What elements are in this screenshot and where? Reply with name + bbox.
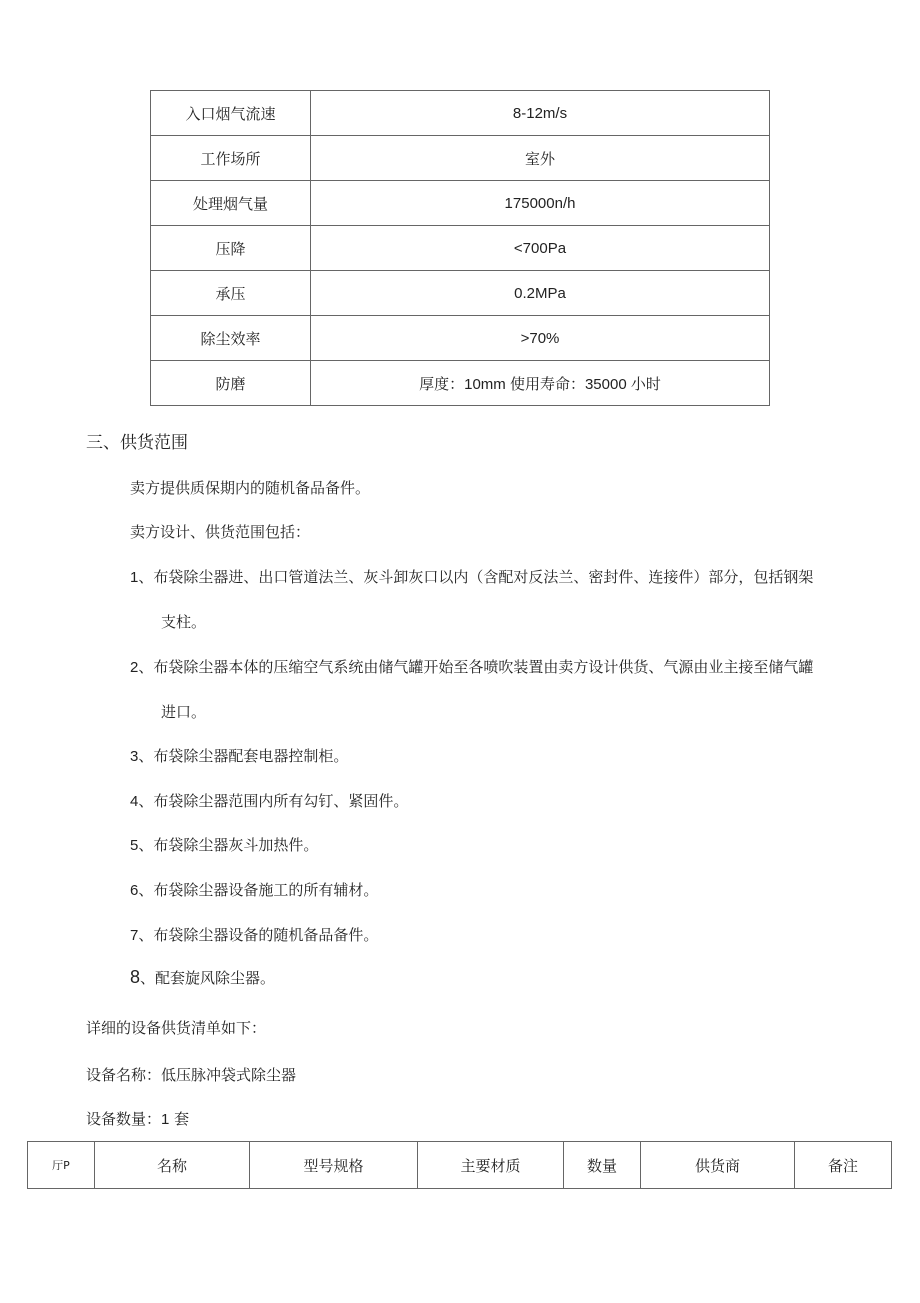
spec-param: 处理烟气量 (151, 181, 311, 226)
table-row (151, 226, 770, 271)
spec-value: 室外 (311, 136, 770, 181)
list-item-text: 、布袋除尘器范围内所有勾钉、紧固件。 (138, 792, 409, 810)
device-quantity (86, 1108, 189, 1129)
list-item-continuation: 支柱。 (161, 613, 207, 631)
list-item (130, 879, 378, 900)
list-item-number: 4 (130, 793, 139, 810)
spec-value: <700Pa (311, 226, 770, 271)
spec-value: 厚度：10mm 使用寿命：35000 小时 (311, 361, 770, 406)
spec-value: >70% (311, 316, 770, 361)
list-item-continuation: 进口。 (161, 703, 207, 721)
list-item (130, 566, 813, 587)
spec-param: 入口烟气流速 (151, 91, 311, 136)
list-item-number: 7 (130, 927, 139, 944)
col-header-supplier: 供货商 (641, 1142, 795, 1189)
list-item-text: 、布袋除尘器设备施工的所有辅材。 (138, 881, 379, 899)
intro-paragraph: 卖方设计、供货范围包括： (130, 523, 311, 541)
col-header-name: 名称 (95, 1142, 250, 1189)
list-item-number: 5 (130, 837, 139, 854)
list-item (130, 834, 318, 855)
list-item-text: 、布袋除尘器本体的压缩空气系统由储气罐开始至各喷吹装置由卖方设计供货、气源由业主接至储气罐 (138, 658, 814, 676)
spec-param: 承压 (151, 271, 311, 316)
list-item-number: 6 (130, 882, 139, 899)
list-item-number: 8 (130, 967, 141, 987)
device-quantity-unit: 套 (169, 1110, 190, 1128)
list-item-text: 、布袋除尘器灰斗加热件。 (138, 836, 319, 854)
col-header-model: 型号规格 (250, 1142, 418, 1189)
list-item-number: 2 (130, 659, 139, 676)
spec-table (150, 90, 770, 406)
device-quantity-label: 设备数量： (86, 1110, 162, 1128)
col-header-index: 厅P (28, 1142, 95, 1189)
spec-param: 压降 (151, 226, 311, 271)
spec-param: 除尘效率 (151, 316, 311, 361)
table-row (151, 361, 770, 406)
table-row (151, 316, 770, 361)
spec-value: 8-12m/s (311, 91, 770, 136)
list-item (130, 790, 408, 811)
table-header-row (28, 1142, 892, 1189)
supply-table (27, 1141, 892, 1189)
list-item (130, 656, 813, 677)
list-item-text: 、布袋除尘器进、出口管道法兰、灰斗卸灰口以内（含配对反法兰、密封件、连接件）部分，包括钢架 (138, 568, 814, 586)
spec-param: 防磨 (151, 361, 311, 406)
spec-value: 0.2MPa (311, 271, 770, 316)
list-item-number: 3 (130, 748, 139, 765)
list-item (130, 924, 378, 945)
device-quantity-value: 1 (161, 1111, 170, 1128)
section-heading: 三、供货范围 (86, 433, 188, 453)
list-item-text: 、布袋除尘器设备的随机备品备件。 (138, 926, 379, 944)
table-row (151, 181, 770, 226)
list-item-text: 、配套旋风除尘器。 (140, 969, 276, 987)
col-header-material: 主要材质 (418, 1142, 564, 1189)
device-name: 设备名称：低压脉冲袋式除尘器 (86, 1066, 297, 1084)
list-item-number: 1 (130, 569, 139, 586)
intro-paragraph: 卖方提供质保期内的随机备品备件。 (130, 479, 371, 497)
table-row (151, 271, 770, 316)
table-row (151, 136, 770, 181)
list-item (130, 967, 275, 988)
list-item-text: 、布袋除尘器配套电器控制柜。 (138, 747, 349, 765)
spec-value: 175000n/h (311, 181, 770, 226)
spec-param: 工作场所 (151, 136, 311, 181)
table-row (151, 91, 770, 136)
col-header-quantity: 数量 (564, 1142, 641, 1189)
col-header-remarks: 备注 (795, 1142, 892, 1189)
list-item (130, 745, 348, 766)
list-intro: 详细的设备供货清单如下： (86, 1019, 267, 1037)
